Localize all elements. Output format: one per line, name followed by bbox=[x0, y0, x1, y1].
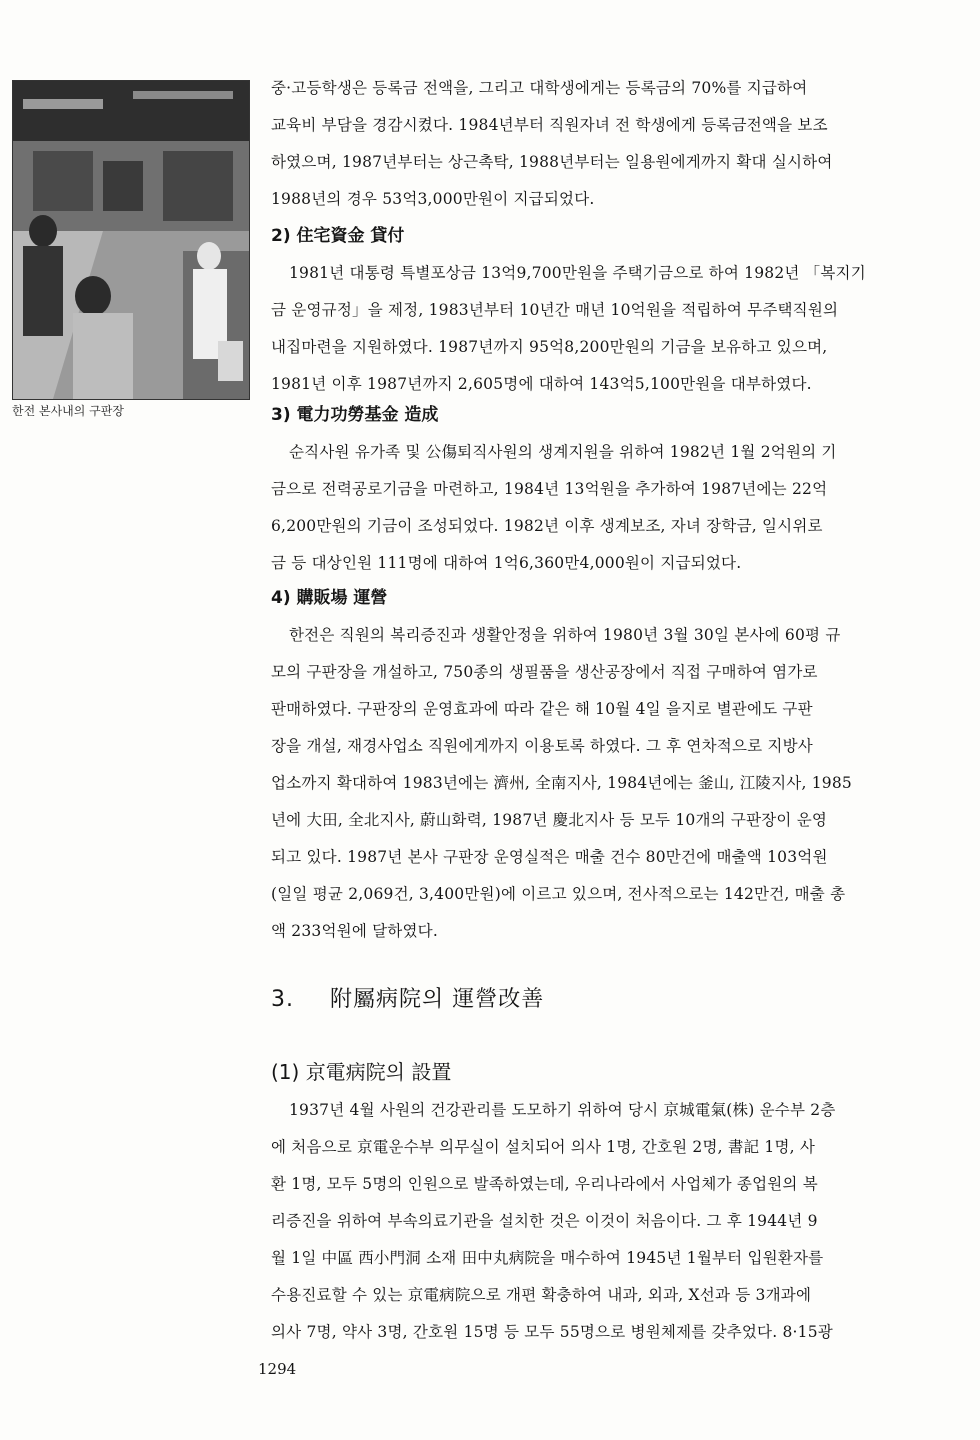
text-line: 1937년 4월 사원의 건강관리를 도모하기 위하여 당시 京城電氣(株) 운수부 2층 bbox=[289, 1101, 836, 1119]
text-line: 월 1일 中區 西小門洞 소재 田中丸病院을 매수하여 1945년 1월부터 입원환자를 bbox=[271, 1249, 824, 1267]
text-line: 에 처음으로 京電운수부 의무실이 설치되어 의사 1명, 간호원 2명, 書記 1명, 사 bbox=[271, 1138, 816, 1156]
section-number: 3. bbox=[271, 987, 294, 1012]
text-line: (일일 평균 2,069건, 3,400만원)에 이르고 있으며, 전사적으로는 142만건, 매출 총 bbox=[271, 885, 846, 903]
chapter-section-title bbox=[271, 982, 544, 1013]
photo-caption: 한전 본사내의 구판장 bbox=[12, 404, 124, 418]
section-title-text: 附屬病院의 運營改善 bbox=[330, 987, 545, 1012]
section-heading: 4) 購販場 運營 bbox=[271, 588, 388, 608]
page-number: 1294 bbox=[258, 1360, 297, 1378]
text-line: 되고 있다. 1987년 본사 구판장 운영실적은 매출 건수 80만건에 매출액 103억원 bbox=[271, 848, 828, 866]
intro-paragraph bbox=[271, 70, 943, 218]
text-line: 모의 구판장을 개설하고, 750종의 생필품을 생산공장에서 직접 구매하여 염가로 bbox=[271, 663, 818, 681]
text-line: 의사 7명, 약사 3명, 간호원 15명 등 모두 55명으로 병원체제를 갖추었다. 8·15광 bbox=[271, 1323, 833, 1341]
text-line: 금 운영규정」을 제정, 1983년부터 10년간 매년 10억원을 적립하여 무주택직원의 bbox=[271, 301, 839, 319]
text-line: 중·고등학생은 등록금 전액을, 그리고 대학생에게는 등록금의 70%를 지급하여 bbox=[271, 79, 808, 97]
text-line: 1988년의 경우 53억3,000만원이 지급되었다. bbox=[271, 190, 595, 208]
text-line: 하였으며, 1987년부터는 상근촉탁, 1988년부터는 일용원에게까지 확대 실시하여 bbox=[271, 153, 833, 171]
text-line: 1981년 이후 1987년까지 2,605명에 대하여 143억5,100만원을 대부하였다. bbox=[271, 375, 812, 393]
text-line: 금으로 전력공로기금을 마련하고, 1984년 13억원을 추가하여 1987년에는 22억 bbox=[271, 480, 828, 498]
section-heading: 2) 住宅資金 貸付 bbox=[271, 226, 405, 246]
text-line: 6,200만원의 기금이 조성되었다. 1982년 이후 생계보조, 자녀 장학금, 일시위로 bbox=[271, 517, 823, 535]
text-line: 순직사원 유가족 및 公傷퇴직사원의 생계지원을 위하여 1982년 1월 2억원의 기 bbox=[289, 443, 837, 461]
section-housing-loan bbox=[271, 221, 943, 403]
text-line: 업소까지 확대하여 1983년에는 濟州, 全南지사, 1984년에는 釜山, 江陵지사, 1985 bbox=[271, 774, 852, 792]
subsection-title: (1) 京電病院의 設置 bbox=[271, 1060, 452, 1084]
section-merit-fund bbox=[271, 400, 943, 582]
text-line: 수용진료할 수 있는 京電病院으로 개편 확충하여 내과, 외과, X선과 등 3개과에 bbox=[271, 1286, 812, 1304]
text-line: 장을 개설, 재경사업소 직원에게까지 이용토록 하였다. 그 후 연차적으로 지방사 bbox=[271, 737, 813, 755]
text-line: 한전은 직원의 복리증진과 생활안정을 위하여 1980년 3월 30일 본사에 60평 규 bbox=[289, 626, 841, 644]
text-line: 교육비 부담을 경감시켰다. 1984년부터 직원자녀 전 학생에게 등록금전액을 보조 bbox=[271, 116, 828, 134]
text-line: 액 233억원에 달하였다. bbox=[271, 922, 438, 940]
section-heading: 3) 電力功勞基金 造成 bbox=[271, 405, 439, 425]
section-hospital bbox=[271, 1092, 943, 1351]
store-photo bbox=[12, 80, 250, 400]
text-line: 금 등 대상인원 111명에 대하여 1억6,360만4,000원이 지급되었다. bbox=[271, 554, 742, 572]
text-line: 환 1명, 모두 5명의 인원으로 발족하였는데, 우리나라에서 사업체가 종업원의 복 bbox=[271, 1175, 818, 1193]
text-line: 내집마련을 지원하였다. 1987년까지 95억8,200만원의 기금을 보유하고 있으며, bbox=[271, 338, 828, 356]
text-line: 판매하였다. 구판장의 운영효과에 따라 같은 해 10월 4일 을지로 별관에도 구판 bbox=[271, 700, 813, 718]
section-store-operation bbox=[271, 583, 943, 950]
text-line: 년에 大田, 全北지사, 蔚山화력, 1987년 慶北지사 등 모두 10개의 구판장이 운영 bbox=[271, 811, 828, 829]
text-line: 1981년 대통령 특별포상금 13억9,700만원을 주택기금으로 하여 1982년 「복지기 bbox=[289, 264, 866, 282]
text-line: 리증진을 위하여 부속의료기관을 설치한 것은 이것이 처음이다. 그 후 1944년 9 bbox=[271, 1212, 818, 1230]
